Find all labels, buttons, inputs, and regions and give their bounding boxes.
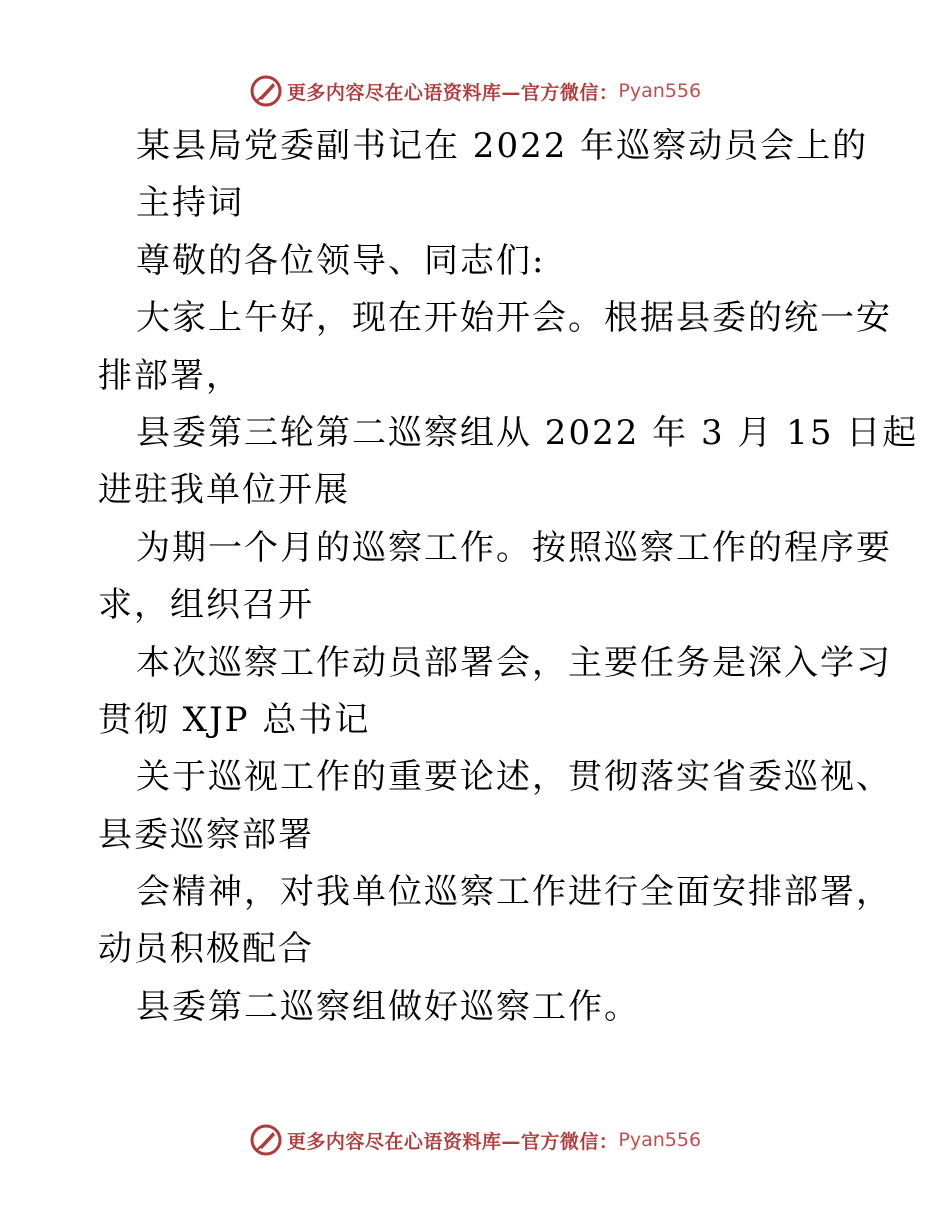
watermark-account: Pyan556: [618, 80, 702, 102]
text-line: 动员积极配合: [98, 929, 314, 970]
text-line: 本次巡察工作动员部署会，主要任务是深入学习: [136, 642, 892, 683]
text-line: 尊敬的各位领导、同志们:: [136, 240, 546, 281]
quill-logo-icon: [249, 74, 283, 108]
quill-logo-icon: [249, 1123, 283, 1157]
text-line: 会精神，对我单位巡察工作进行全面安排部署，: [136, 872, 892, 913]
text-line: 关于巡视工作的重要论述，贯彻落实省委巡视、: [136, 757, 892, 798]
text-line: 为期一个月的巡察工作。按照巡察工作的程序要: [136, 527, 892, 568]
watermark-text: 更多内容尽在心语资料库—官方微信：: [286, 1130, 619, 1153]
text-line: 某县局党委副书记在 2022 年巡察动员会上的: [136, 126, 869, 166]
watermark-text: 更多内容尽在心语资料库—官方微信：: [286, 81, 619, 104]
text-line: 排部署，: [98, 355, 242, 396]
text-line: 进驻我单位开展: [98, 470, 350, 511]
header-watermark: [0, 71, 950, 111]
text-line: 县委巡察部署: [98, 814, 314, 855]
document-body: [98, 118, 919, 1036]
text-line: 县委第二巡察组做好巡察工作。: [136, 986, 640, 1027]
text-line: 求，组织召开: [98, 585, 314, 626]
text-line: 贯彻 XJP 总书记: [98, 699, 371, 740]
text-line: 大家上午好，现在开始开会。根据县委的统一安: [136, 298, 892, 339]
text-line: 主持词: [136, 183, 244, 224]
footer-watermark: [0, 1120, 950, 1160]
text-line: 县委第三轮第二巡察组从 2022 年 3 月 15 日起: [136, 412, 919, 453]
watermark-account: Pyan556: [618, 1129, 702, 1151]
